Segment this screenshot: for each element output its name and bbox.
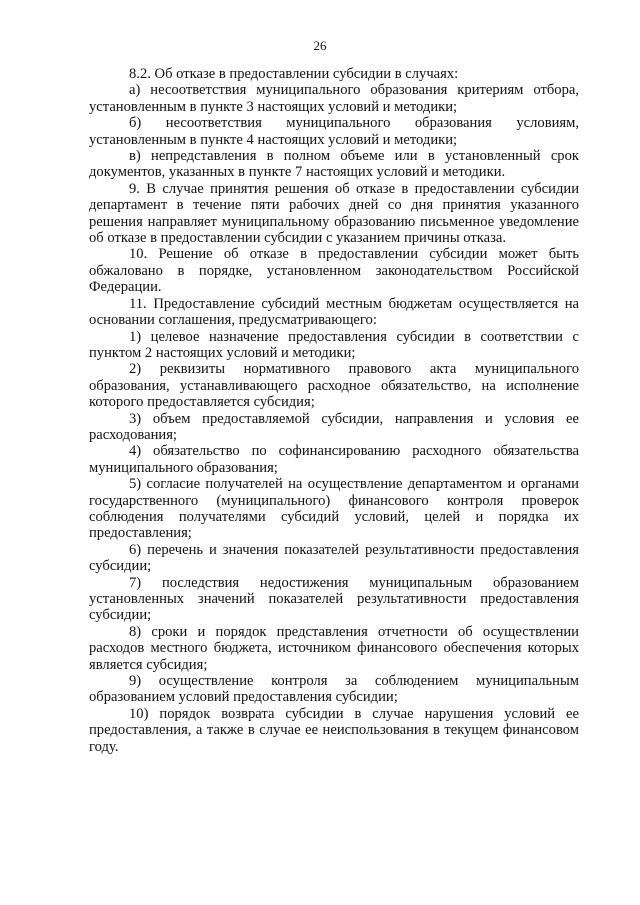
paragraph-9: 9. В случае принятия решения об отказе в предоставлении субсидии департамент в течение пяти рабочих дней со дня принятия указанного решения направляет муниципальному образованию письменное уведомление об отказе в предоставлении субсидии с указанием причины отказа. xyxy=(89,180,579,247)
paragraph-11-item-6: 6) перечень и значения показателей результативности предоставления субсидии; xyxy=(89,541,579,575)
paragraph-11-item-10: 10) порядок возврата субсидии в случае нарушения условий ее предоставления, а также в случае ее неиспользования в текущем финансовом году. xyxy=(89,705,579,755)
paragraph-11-item-8: 8) сроки и порядок представления отчетности об осуществлении расходов местного бюджета, источником финансового обеспечения которых является субсидия; xyxy=(89,623,579,673)
paragraph-8-2-v: в) непредставления в полном объеме или в установленный срок документов, указанных в пункте 7 настоящих условий и методики. xyxy=(89,148,579,181)
paragraph-11-item-9: 9) осуществление контроля за соблюдением муниципальным образованием условий предоставления субсидии; xyxy=(89,673,579,706)
paragraph-11-item-7: 7) последствия недостижения муниципальным образованием установленных значений показателей результативности предоставления субсидии; xyxy=(89,574,579,624)
paragraph-11-item-5: 5) согласие получателей на осуществление департаментом и органами государственного (муниципального) финансового контроля проверок соблюдения получателями субсидий условий, целей и порядка их предоставления; xyxy=(89,476,579,542)
paragraph-11-item-3: 3) объем предоставляемой субсидии, направления и условия ее расходования; xyxy=(89,410,579,443)
paragraph-11-item-2: 2) реквизиты нормативного правового акта муниципального образования, устанавливающего расходное обязательство, на исполнение которого предоставляется субсидия; xyxy=(89,361,579,411)
paragraph-8-2-b: б) несоответствия муниципального образования условиям, установленным в пункте 4 настоящих условий и методики; xyxy=(89,115,579,148)
paragraph-11-item-1: 1) целевое назначение предоставления субсидии в соответствии с пунктом 2 настоящих условий и методики; xyxy=(89,328,579,361)
paragraph-11: 11. Предоставление субсидий местным бюджетам осуществляется на основании соглашения, предусматривающего: xyxy=(89,295,579,329)
page-number: 26 xyxy=(313,38,327,53)
paragraph-8-2-a: а) несоответствия муниципального образования критериям отбора, установленным в пункте 3 настоящих условий и методики; xyxy=(89,82,579,115)
paragraph-8-2: 8.2. Об отказе в предоставлении субсидии в случаях: xyxy=(129,66,459,82)
paragraph-10: 10. Решение об отказе в предоставлении субсидии может быть обжаловано в порядке, установленном законодательством Российской Федерации. xyxy=(89,246,579,296)
paragraph-11-item-4: 4) обязательство по софинансированию расходного обязательства муниципального образования; xyxy=(89,443,579,476)
document-body xyxy=(89,66,579,755)
